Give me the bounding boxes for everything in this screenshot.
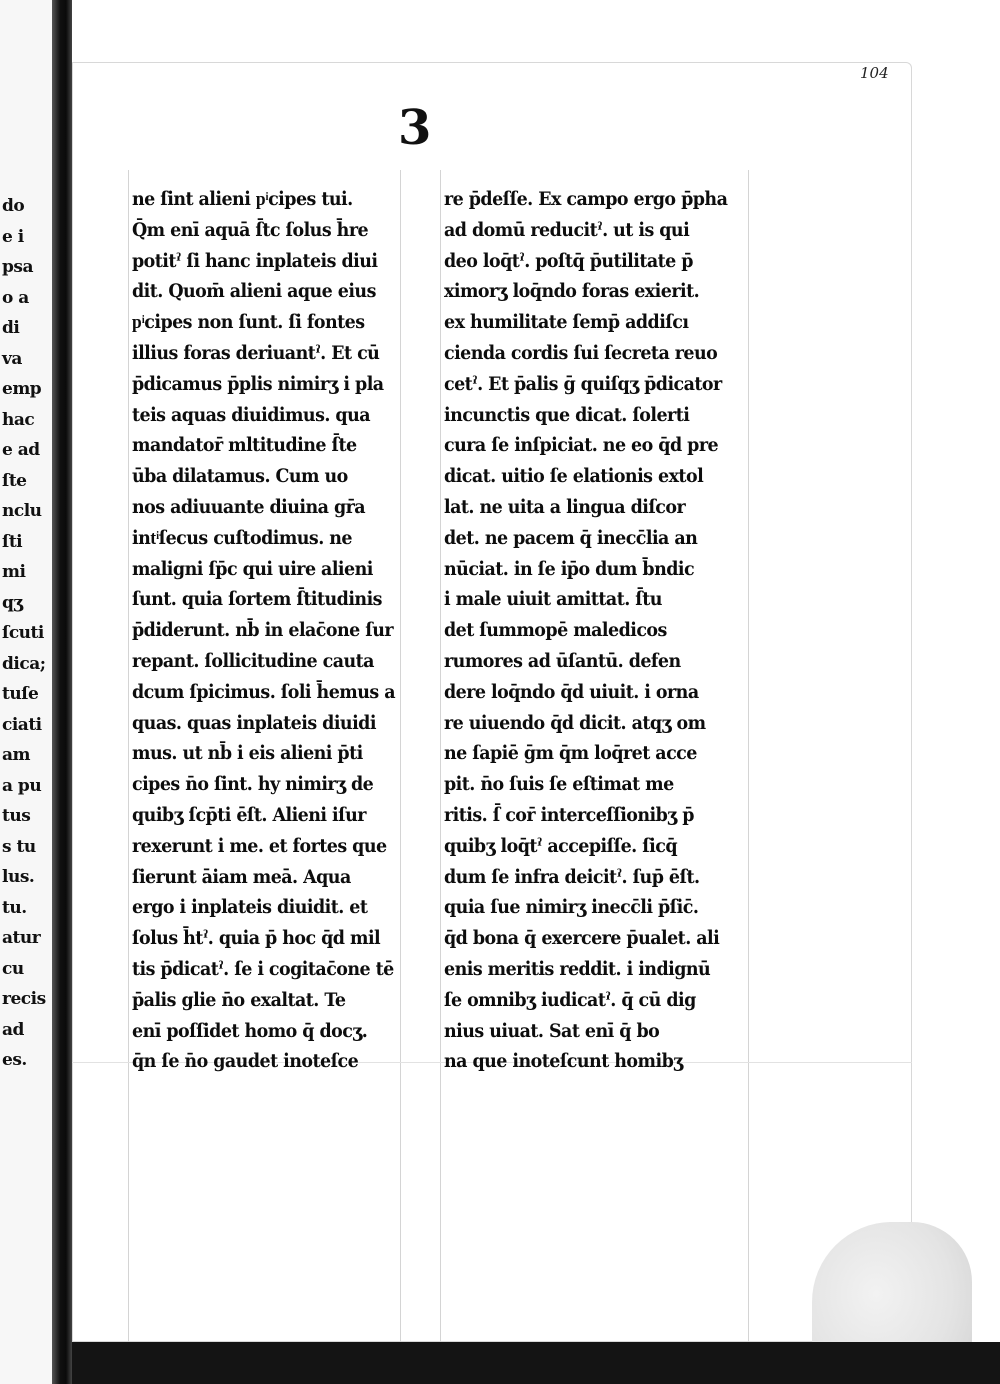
left-page-text-fragment: va bbox=[2, 348, 22, 369]
left-page-edge bbox=[0, 0, 54, 1384]
text-line-left: quibʒ ſcp̄ti ēſt. Alieni iſur bbox=[132, 803, 366, 826]
text-line-right: quibʒ loq̄tˀ accepiſſe. ſicq̄ bbox=[444, 834, 678, 857]
text-line-left: dit. Quom̄ alieni aque eius bbox=[132, 280, 376, 303]
folio-number: 104 bbox=[860, 64, 889, 82]
left-page-text-fragment: psa bbox=[2, 257, 33, 277]
text-line-left: mandator̄ mltitudine ſ̄te bbox=[132, 434, 357, 457]
text-column-right bbox=[444, 184, 744, 1077]
text-line-left: illius foras deriuantˀ. Et cū bbox=[132, 341, 380, 364]
left-page-text-fragment: am bbox=[2, 745, 31, 765]
left-page-text-fragment: hac bbox=[2, 409, 35, 430]
text-line-left: p̄diderunt. nb̄ in elac̄one ſur bbox=[132, 619, 394, 642]
left-page-text-fragment: cu bbox=[2, 958, 24, 979]
left-page-text-fragment: mi bbox=[2, 562, 26, 582]
left-page-text-fragment: di bbox=[2, 318, 20, 338]
text-line-right: enis meritis reddit. i indignū bbox=[444, 957, 711, 980]
left-page-text-fragment: recis bbox=[2, 989, 46, 1009]
text-line-right: ex humilitate ſemp̄ addiſcı bbox=[444, 311, 689, 334]
text-line-left: potitˀ ſi hanc inplateis diui bbox=[132, 249, 378, 272]
left-page-text-fragment: ſcuti bbox=[2, 623, 44, 643]
ruling-line bbox=[748, 170, 749, 1360]
text-line-right: rumores ad ūſantū. defen bbox=[444, 649, 681, 672]
text-line-right: q̄d bona q̄ exercere p̄ualet. ali bbox=[444, 927, 720, 950]
text-line-left: dcum ſpicimus. ſoli h̄emus a bbox=[132, 680, 395, 703]
left-page-text-fragment: atur bbox=[2, 928, 41, 948]
left-page-text-fragment: tuſe bbox=[2, 684, 39, 704]
text-line-right: ximorʒ loq̄ndo foras exierit. bbox=[444, 280, 700, 303]
left-page-text-fragment: a pu bbox=[2, 775, 42, 796]
left-page-text-fragment: tus bbox=[2, 806, 31, 826]
left-page-text-fragment: ad bbox=[2, 1019, 24, 1040]
ruling-line bbox=[128, 170, 129, 1360]
left-page-text-fragment: tu. bbox=[2, 897, 27, 918]
text-line-right: cienda cordis ſui ſecreta reuo bbox=[444, 341, 718, 364]
text-line-right: re p̄deſſe. Ex campo ergo p̄pha bbox=[444, 188, 728, 210]
text-line-right: quia ſue nimirʒ inecc̄li p̄ſic̄. bbox=[444, 896, 699, 919]
left-page-text-fragment: emp bbox=[2, 379, 42, 399]
text-line-left: quas. quas inplateis diuidi bbox=[132, 711, 376, 734]
text-line-left: p̄alis glie n̄o exaltat. Te bbox=[132, 988, 346, 1011]
text-line-left: rexerunt i me. et fortes que bbox=[132, 834, 387, 857]
text-line-right: cetˀ. Et p̄alis ḡ quiſqʒ p̄dicator bbox=[444, 372, 722, 395]
text-line-left: intͥſecus cuſtodimus. ne bbox=[132, 526, 353, 549]
text-line-right: nius uiuat. Sat enī q̄ bo bbox=[444, 1019, 660, 1042]
text-line-right: dere loq̄ndo q̄d uiuit. i orna bbox=[444, 680, 699, 703]
text-line-left: ſierunt āiam meā. Aqua bbox=[132, 865, 351, 888]
text-line-left: cipes n̄o ſint. hy nimirʒ de bbox=[132, 773, 374, 796]
text-line-left: ergo i inplateis diuidit. et bbox=[132, 896, 368, 919]
left-page-text-fragment: dica; bbox=[2, 653, 46, 674]
text-line-left: ſunt. quia ſortem ſ̄titudinis bbox=[132, 588, 382, 611]
left-page-text-fragment: ſte bbox=[2, 470, 27, 491]
text-line-left: p̄dicamus p̄plis nimirʒ i pla bbox=[132, 372, 384, 395]
left-page-text-fragment: s tu bbox=[2, 836, 36, 857]
text-line-right: ſe omnibʒ iudicatˀ. q̄ cū dig bbox=[444, 988, 696, 1011]
text-line-right: cura ſe inſpiciat. ne eo q̄d pre bbox=[444, 434, 719, 457]
text-line-right: lat. ne uita a lingua diſcor bbox=[444, 495, 686, 518]
text-line-left: tis p̄dicatˀ. ſe i cogitac̄one tē bbox=[132, 957, 394, 980]
left-page-text-fragment: lus. bbox=[2, 867, 35, 887]
text-line-left: ne ſint alieni pͥcipes tui. bbox=[132, 188, 353, 210]
left-page-text-fragment: do bbox=[2, 196, 25, 216]
text-line-right: re uiuendo q̄d dicit. atqʒ om bbox=[444, 711, 706, 734]
text-line-right: det ſummopē maledicos bbox=[444, 619, 667, 642]
binding-gutter bbox=[52, 0, 72, 1384]
text-line-left: repant. ſollicitudine cauta bbox=[132, 649, 374, 672]
text-line-right: dicat. uitio ſe elationis extol bbox=[444, 465, 704, 488]
left-page-text-fragment: ciati bbox=[2, 714, 42, 735]
left-page-text-fragment: o a bbox=[2, 287, 29, 308]
left-page-text-fragment: qʒ bbox=[2, 592, 23, 613]
text-line-left: pͥcipes non ſunt. ſi fontes bbox=[132, 311, 365, 334]
text-line-left: enī poſſidet homo q̄ docʒ. bbox=[132, 1019, 368, 1042]
scan-bottom-edge bbox=[72, 1342, 1000, 1384]
left-page-text-fragment: e i bbox=[2, 226, 24, 247]
text-line-right: ad domū reducitˀ. ut is qui bbox=[444, 218, 690, 241]
text-line-left: nos adiuuante diuina gr̄a bbox=[132, 495, 366, 518]
text-line-left: ſolus h̄tˀ. quia p̄ hoc q̄d mil bbox=[132, 927, 381, 950]
left-page-text-fragment: nclu bbox=[2, 501, 42, 521]
text-line-right: ritis. ſ̄ cor̄ interceſſionibʒ p̄ bbox=[444, 803, 694, 826]
left-page-text-fragment: es. bbox=[2, 1050, 27, 1070]
text-line-right: incunctis que dicat. ſolerti bbox=[444, 403, 690, 426]
text-line-right: i male uiuit amittat. ſ̄tu bbox=[444, 588, 662, 611]
text-line-left: mus. ut nb̄ i eis alieni p̄ti bbox=[132, 742, 363, 765]
text-column-left bbox=[132, 184, 412, 1077]
text-line-left: teis aquas diuidimus. qua bbox=[132, 403, 371, 426]
text-line-right: pit. n̄o ſuis ſe eſtimat me bbox=[444, 773, 674, 796]
quire-mark: 3 bbox=[398, 100, 432, 156]
text-line-left: q̄n ſe n̄o gaudet inoteſce bbox=[132, 1050, 359, 1073]
text-line-right: ne ſapiē ḡm q̄m loq̄ret acce bbox=[444, 742, 697, 765]
ruling-line bbox=[440, 170, 441, 1360]
text-line-left: maligni ſp̄c qui uire alieni bbox=[132, 557, 373, 580]
text-line-right: deo loq̄tˀ. poſtq̄ p̄utilitate p̄ bbox=[444, 249, 693, 272]
text-line-right: dum ſe infra deicitˀ. ſup̄ ēſt. bbox=[444, 865, 700, 888]
left-page-text-fragment: e ad bbox=[2, 440, 40, 460]
text-line-left: ūba dilatamus. Cum uo bbox=[132, 465, 348, 488]
text-line-right: na que inoteſcunt homibʒ bbox=[444, 1050, 683, 1073]
text-line-right: det. ne pacem q̄ inecc̄lia an bbox=[444, 526, 698, 549]
text-line-left: Q̄m enī aquā ſ̄tc ſolus h̄re bbox=[132, 218, 369, 241]
left-page-text-fragment: ſti bbox=[2, 531, 23, 552]
text-line-right: nūciat. in ſe ip̄o dum b̄ndic bbox=[444, 557, 695, 580]
